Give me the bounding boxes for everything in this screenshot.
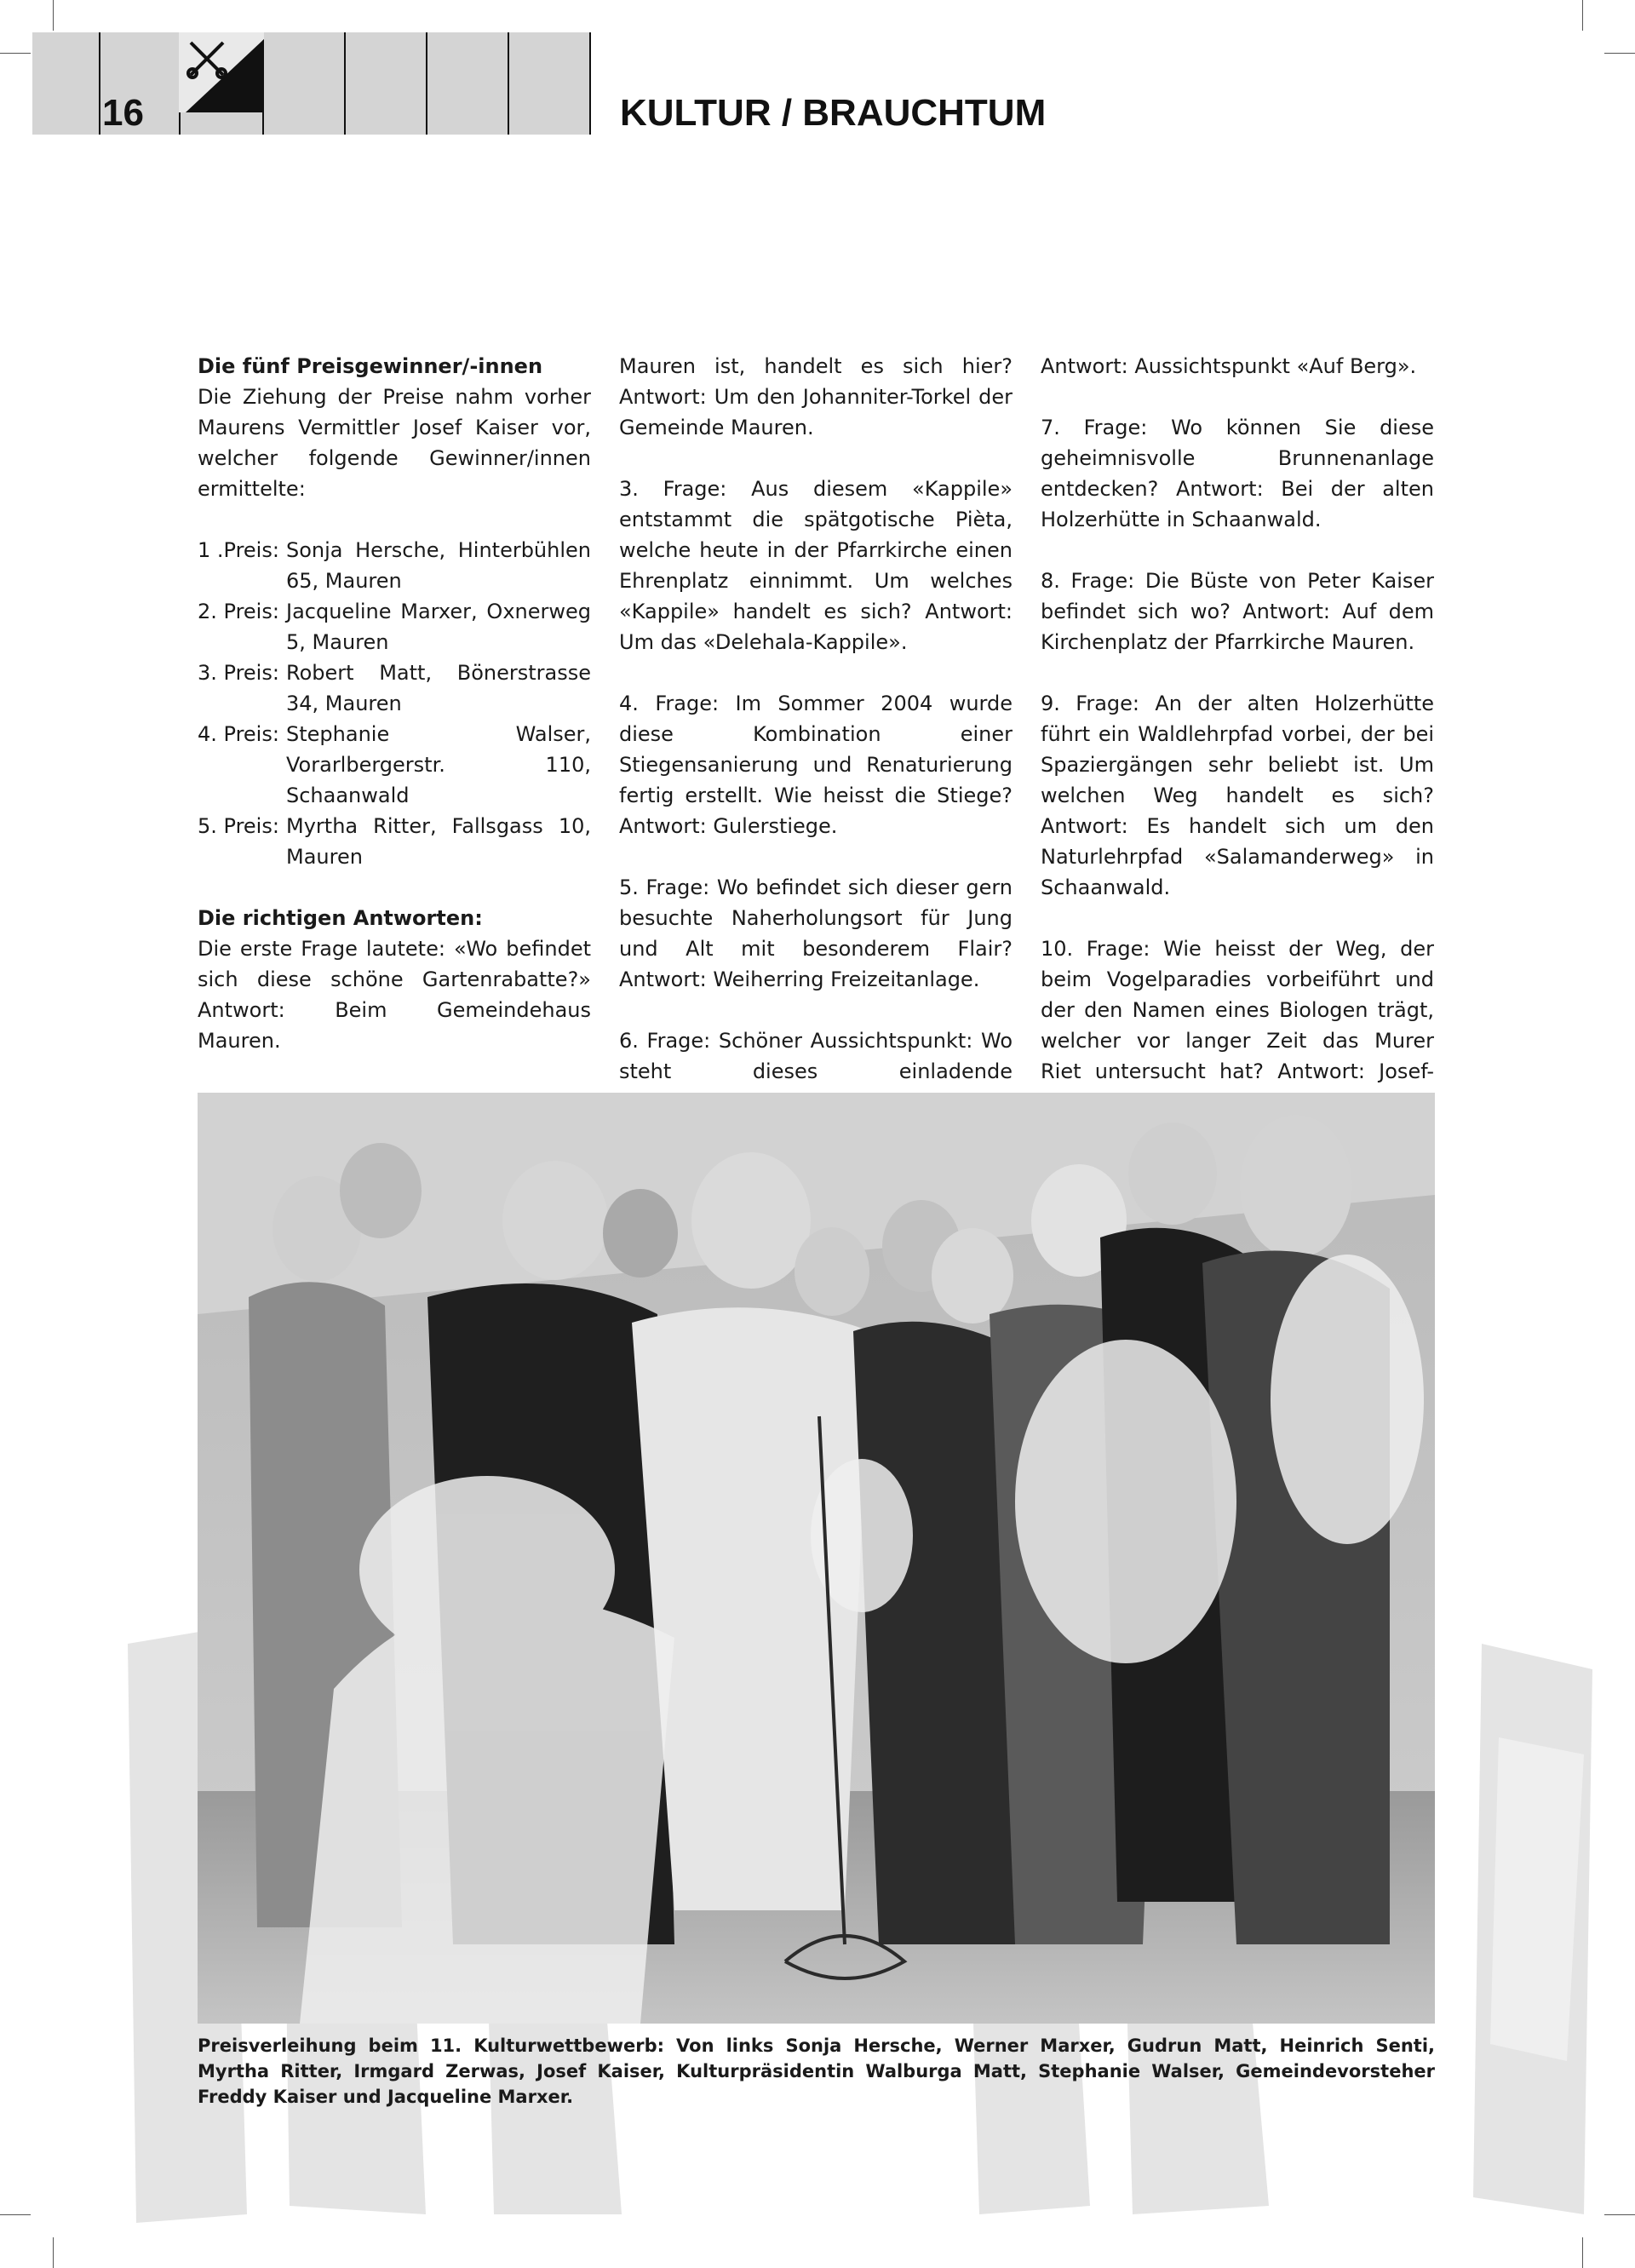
prize-winner: Sonja Hersche, Hinterbühlen 65, Mauren	[286, 538, 591, 593]
crop-mark	[1582, 2237, 1583, 2268]
header-divider	[589, 32, 591, 135]
header-divider	[344, 32, 346, 135]
text-column-middle	[619, 351, 1013, 1117]
answer-paragraph: 5. Frage: Wo befindet sich dieser gern besuchte Naherholungsort für Jung und Alt mit besonderem Flair? Antwort: Weiherring Freizeitanlage.	[619, 876, 1013, 991]
prize-winner: Robert Matt, Bönerstrasse 34, Mauren	[286, 661, 591, 715]
prize-label: 5. Preis:	[198, 814, 279, 838]
answer-paragraph: 6. Frage: Schöner Aussichtspunkt: Wo steht dieses einladende	[619, 1029, 1013, 1083]
photo-caption: Preisverleihung beim 11. Kulturwettbewerb: Von links Sonja Hersche, Werner Marxer, Gudrun Matt, Heinrich Senti, Myrtha Ritter, Irmgard Zerwas, Josef Kaiser, Kulturpräsidentin Walburga Matt, Stephanie Walser, Gemeindevorsteher Freddy Kaiser und Jacqueline Marxer.	[198, 2035, 1435, 2107]
prize-label: 4. Preis:	[198, 722, 279, 746]
heading-winners: Die fünf Preisgewinner/-innen	[198, 354, 543, 378]
municipal-crest-icon	[179, 32, 264, 112]
crop-mark	[1604, 2214, 1635, 2215]
answer-paragraph: 9. Frage: An der alten Holzerhütte führt ein Waldlehrpfad vorbei, der bei Spaziergängen sehr beliebt ist. Um welchen Weg handelt es sich? Antwort: Es handelt sich um den Naturlehrpfad «Salamanderweg» in Schaanwald.	[1041, 692, 1434, 899]
crop-mark	[1604, 53, 1635, 54]
header-divider	[508, 32, 509, 135]
prize-item	[198, 596, 591, 657]
intro-paragraph: Die Ziehung der Preise nahm vorher Maurens Vermittler Josef Kaiser vor, welcher folgende Gewinner/innen ermittelte:	[198, 385, 591, 501]
group-photo-illustration	[198, 1093, 1435, 2024]
section-title: KULTUR / BRAUCHTUM	[620, 92, 1047, 134]
heading-answers: Die richtigen Antworten:	[198, 906, 483, 930]
answer-paragraph: 3. Frage: Aus diesem «Kappile» entstammt die spätgotische Pièta, welche heute in der Pfarrkirche einen Ehrenplatz einnimmt. Um welches «Kappile» handelt es sich? Antwort: Um das «Delehala-Kappile».	[619, 477, 1013, 654]
crop-mark	[53, 2237, 54, 2268]
text-column-left	[198, 351, 591, 1179]
crop-mark	[0, 53, 31, 54]
header-divider	[426, 32, 427, 135]
prize-item	[198, 811, 591, 872]
text-column-right	[1041, 351, 1434, 1117]
answer-paragraph: 8. Frage: Die Büste von Peter Kaiser befindet sich wo? Antwort: Auf dem Kirchenplatz der Pfarrkirche Mauren.	[1041, 569, 1434, 654]
group-photo	[198, 1093, 1435, 2024]
answer-paragraph: Antwort: Aussichtspunkt «Auf Berg».	[1041, 354, 1417, 378]
crop-mark	[1582, 0, 1583, 31]
crop-mark	[53, 0, 54, 31]
answer-paragraph: 10. Frage: Wie heisst der Weg, der beim Vogelparadies vorbeiführt und der den Namen eines Biologen trägt, welcher vor langer Zeit das Murer Riet untersucht hat? Antwort: Josef-	[1041, 937, 1434, 1083]
prize-item	[198, 657, 591, 719]
prize-winner: Myrtha Ritter, Fallsgass 10, Mauren	[286, 814, 591, 869]
prize-label: 1 .Preis:	[198, 538, 279, 562]
page-number: 16	[102, 92, 144, 134]
header-divider	[99, 32, 100, 135]
prize-item	[198, 535, 591, 596]
prize-label: 2. Preis:	[198, 600, 279, 623]
answer-paragraph: Mauren ist, handelt es sich hier? Antwort: Um den Johanniter-Torkel der Gemeinde Mauren.	[619, 354, 1013, 439]
prize-label: 3. Preis:	[198, 661, 279, 685]
prize-winner: Stephanie Walser, Vorarlbergerstr. 110, Schaanwald	[286, 722, 591, 807]
answer-paragraph: 4. Frage: Im Sommer 2004 wurde diese Kombination einer Stiegensanierung und Renaturierung fertig erstellt. Wie heisst die Stiege? Antwort: Gulerstiege.	[619, 692, 1013, 838]
answer-paragraph: Die erste Frage lautete: «Wo befindet sich diese schöne Gartenrabatte?» Antwort: Beim Gemeindehaus Mauren.	[198, 937, 591, 1053]
crop-mark	[0, 2214, 31, 2215]
prize-winner: Jacqueline Marxer, Oxnerweg 5, Mauren	[286, 600, 591, 654]
answer-paragraph: 7. Frage: Wo können Sie diese geheimnisvolle Brunnenanlage entdecken? Antwort: Bei der alten Holzerhütte in Schaanwald.	[1041, 416, 1434, 531]
prize-item	[198, 719, 591, 811]
